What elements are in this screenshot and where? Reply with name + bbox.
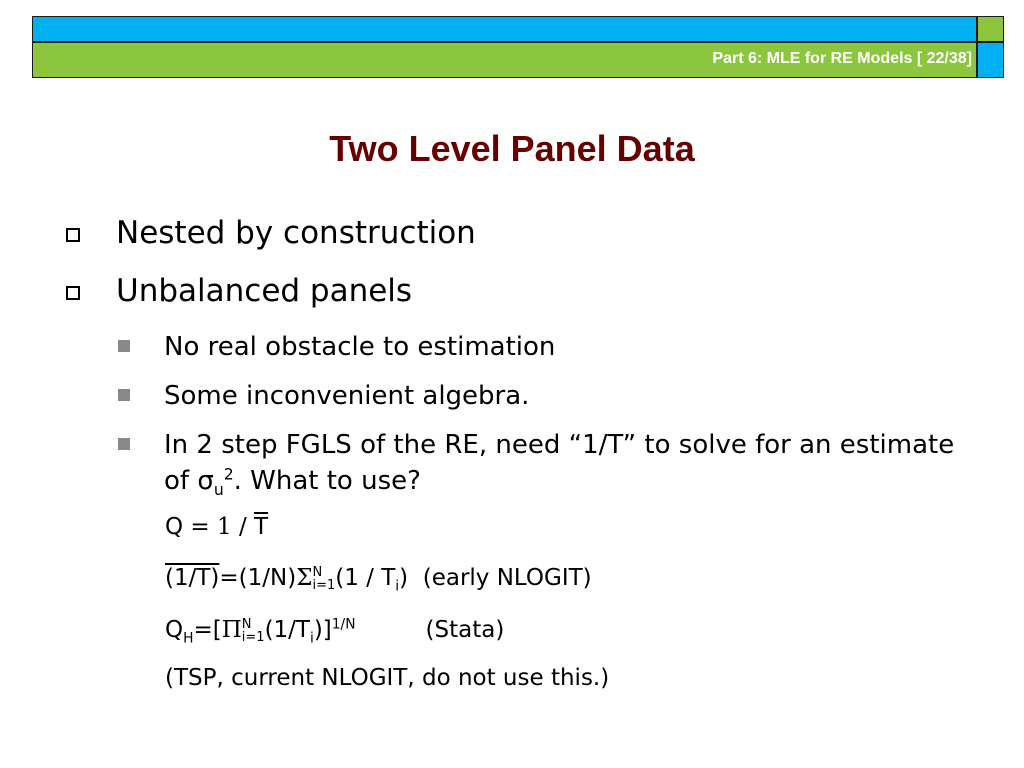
formula-q-mean: $Q = 1 / \overline{T}$ xyxy=(165,514,269,540)
slide-label: Part 6: MLE for RE Models [ 22/38] xyxy=(712,50,972,67)
hollow-square-bullet-icon xyxy=(66,228,80,242)
bullet-text: Unbalanced panels xyxy=(116,273,413,309)
filled-square-bullet-icon xyxy=(118,340,130,352)
bullet-text: Nested by construction xyxy=(116,215,476,251)
header-corner-square-top xyxy=(977,16,1004,42)
filled-square-bullet-icon xyxy=(118,438,130,450)
slide-title: Two Level Panel Data xyxy=(329,128,695,169)
header-top-bar xyxy=(32,16,977,42)
header-corner-square-bottom xyxy=(977,42,1004,78)
sub-bullet-text: Some inconvenient algebra. xyxy=(164,381,530,411)
filled-square-bullet-icon xyxy=(118,389,130,401)
hollow-square-bullet-icon xyxy=(66,286,80,300)
formula-note-tsp: (TSP, current NLOGIT, do not use this.) xyxy=(165,665,610,691)
sub-bullet-text: In 2 step FGLS of the RE, need “1/T” to solve for an estimate of $\sigma_u^2$. What to use? xyxy=(164,430,955,500)
formula-early-nlogit: (1/T)=(1/N)Σ N i=1 $(1 / T_i)$ (early NLOGIT) xyxy=(165,564,592,595)
sub-bullet-text: No real obstacle to estimation xyxy=(164,332,556,362)
formula-stata: $Q_H=[\Pi$ N i=1 $(1/T_i)]^{1/N}$ (Stata) xyxy=(165,616,505,647)
